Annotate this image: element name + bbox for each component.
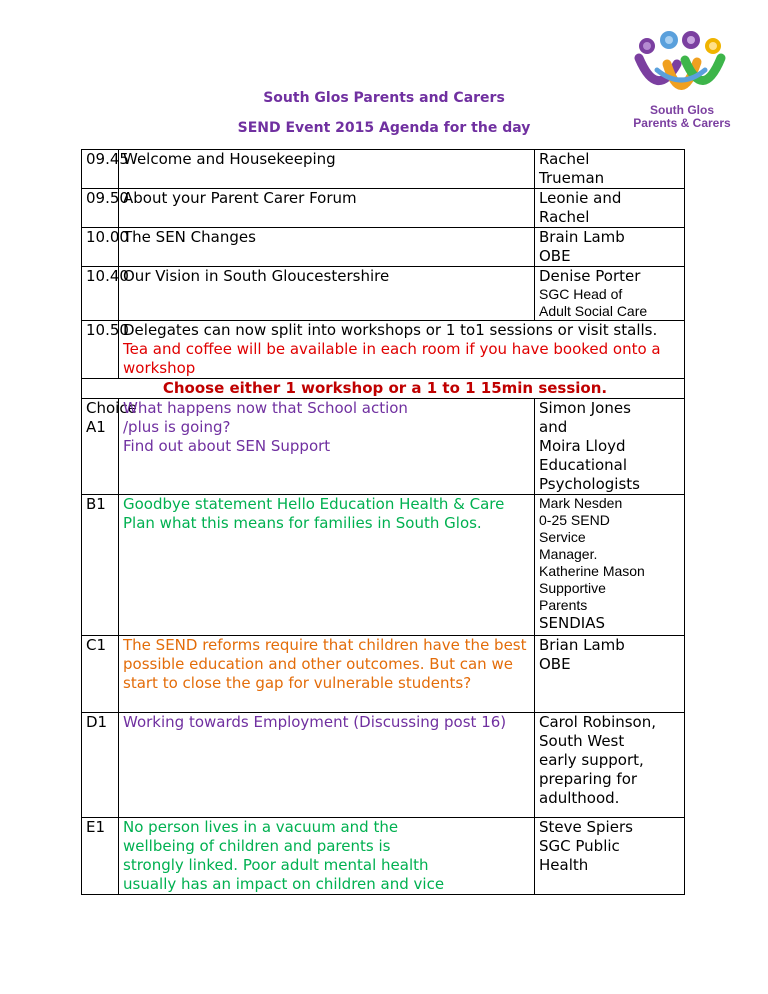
workshop-speaker-cell bbox=[535, 399, 685, 495]
workshop-code-cell: C1 bbox=[82, 636, 119, 713]
agenda-row bbox=[82, 267, 685, 321]
workshop-code-cell: B1 bbox=[82, 495, 119, 636]
workshop-desc-line: What happens now that School action bbox=[123, 399, 408, 417]
agenda-table bbox=[81, 149, 685, 895]
speaker-line: Service bbox=[539, 529, 586, 545]
speaker-line: OBE bbox=[539, 655, 571, 673]
agenda-row bbox=[82, 228, 685, 267]
speaker-line: Supportive bbox=[539, 580, 606, 596]
workshop-code-line: A1 bbox=[86, 418, 106, 436]
workshop-speaker-cell bbox=[535, 495, 685, 636]
workshop-desc-line: strongly linked. Poor adult mental health bbox=[123, 856, 429, 874]
workshop-code-line: Choice bbox=[86, 399, 137, 417]
speaker-line: Educational bbox=[539, 456, 628, 474]
time-cell: 09.50 bbox=[82, 189, 119, 228]
agenda-row bbox=[82, 150, 685, 189]
workshop-row bbox=[82, 818, 685, 895]
speaker-line: Brian Lamb bbox=[539, 636, 625, 654]
speaker-line: Health bbox=[539, 856, 589, 874]
speaker-line: Psychologists bbox=[539, 475, 640, 493]
speaker-line: Denise Porter bbox=[539, 267, 641, 285]
speaker-cell bbox=[535, 267, 685, 321]
speaker-line: OBE bbox=[539, 247, 571, 265]
page-subtitle: SEND Event 2015 Agenda for the day bbox=[237, 120, 531, 136]
speaker-line: Manager. bbox=[539, 546, 598, 562]
speaker-line: Moira Lloyd bbox=[539, 437, 626, 455]
speaker-role-line: Adult Social Care bbox=[539, 303, 648, 319]
workshop-desc-line: Find out about SEN Support bbox=[123, 437, 331, 455]
workshop-speaker-cell bbox=[535, 713, 685, 818]
time-cell: 10.00 bbox=[82, 228, 119, 267]
speaker-line: Katherine Mason bbox=[539, 563, 645, 579]
speaker-line: Parents bbox=[539, 597, 588, 613]
workshop-desc-cell bbox=[119, 399, 535, 495]
workshop-code-cell: E1 bbox=[82, 818, 119, 895]
split-text: Delegates can now split into workshops or 1 to1 sessions or visit stalls. bbox=[123, 321, 658, 339]
speaker-cell bbox=[535, 228, 685, 267]
speaker-role-line: SGC Head of bbox=[539, 286, 623, 302]
workshop-row bbox=[82, 713, 685, 818]
speaker-cell bbox=[535, 150, 685, 189]
speaker-line: Steve Spiers bbox=[539, 818, 633, 836]
item-cell: Our Vision in South Gloucestershire bbox=[119, 267, 535, 321]
speaker-line: Carol Robinson, bbox=[539, 713, 657, 731]
agenda-row bbox=[82, 189, 685, 228]
workshop-desc-line: wellbeing of children and parents is bbox=[123, 837, 391, 855]
speaker-line: South West bbox=[539, 732, 625, 750]
workshop-desc-line: No person lives in a vacuum and the bbox=[123, 818, 399, 836]
workshop-desc-line: usually has an impact on children and vice bbox=[123, 875, 445, 893]
speaker-cell bbox=[535, 189, 685, 228]
workshop-desc-cell bbox=[119, 818, 535, 895]
speaker-line: SGC Public bbox=[539, 837, 620, 855]
choose-banner: Choose either 1 workshop or a 1 to 1 15min session. bbox=[82, 379, 685, 399]
time-cell: 10.40 bbox=[82, 267, 119, 321]
agenda-row bbox=[82, 321, 685, 379]
workshop-desc-cell: The SEND reforms require that children have the best possible education and other outcomes. But can we start to close the gap for vulnerable students? bbox=[119, 636, 535, 713]
speaker-line: adulthood. bbox=[539, 789, 620, 807]
split-note: Tea and coffee will be available in each room if you have booked onto a workshop bbox=[123, 340, 661, 377]
logo-text-line2: Parents & Carers bbox=[633, 116, 731, 130]
workshop-row bbox=[82, 636, 685, 713]
speaker-line: early support, bbox=[539, 751, 644, 769]
speaker-line: Simon Jones bbox=[539, 399, 631, 417]
page-title: South Glos Parents and Carers bbox=[263, 90, 505, 106]
item-cell: The SEN Changes bbox=[119, 228, 535, 267]
speaker-line: Leonie and bbox=[539, 189, 622, 207]
speaker-line: and bbox=[539, 418, 568, 436]
workshop-row bbox=[82, 399, 685, 495]
speaker-line: Brain Lamb bbox=[539, 228, 625, 246]
workshop-speaker-cell bbox=[535, 818, 685, 895]
speaker-line: Trueman bbox=[539, 169, 605, 187]
speaker-line: preparing for bbox=[539, 770, 638, 788]
item-cell: About your Parent Carer Forum bbox=[119, 189, 535, 228]
speaker-line: Rachel bbox=[539, 208, 590, 226]
speaker-line: SENDIAS bbox=[539, 614, 605, 632]
speaker-line: Mark Nesden bbox=[539, 495, 623, 511]
workshop-code-cell: D1 bbox=[82, 713, 119, 818]
split-cell bbox=[119, 321, 685, 379]
workshop-code-cell bbox=[82, 399, 137, 495]
workshop-desc-cell: Working towards Employment (Discussing post 16) bbox=[119, 713, 535, 818]
speaker-line: Rachel bbox=[539, 150, 590, 168]
workshop-desc-cell: Goodbye statement Hello Education Health & Care Plan what this means for families in South Glos. bbox=[119, 495, 535, 636]
time-cell: 09.45 bbox=[82, 150, 119, 189]
time-cell: 10.50 bbox=[82, 321, 119, 379]
workshop-speaker-cell bbox=[535, 636, 685, 713]
workshop-row bbox=[82, 495, 685, 636]
logo-text-line1: South Glos bbox=[650, 103, 714, 117]
item-cell: Welcome and Housekeeping bbox=[119, 150, 535, 189]
agenda-row bbox=[82, 379, 685, 399]
speaker-line: 0-25 SEND bbox=[539, 512, 610, 528]
workshop-desc-line: /plus is going? bbox=[123, 418, 231, 436]
